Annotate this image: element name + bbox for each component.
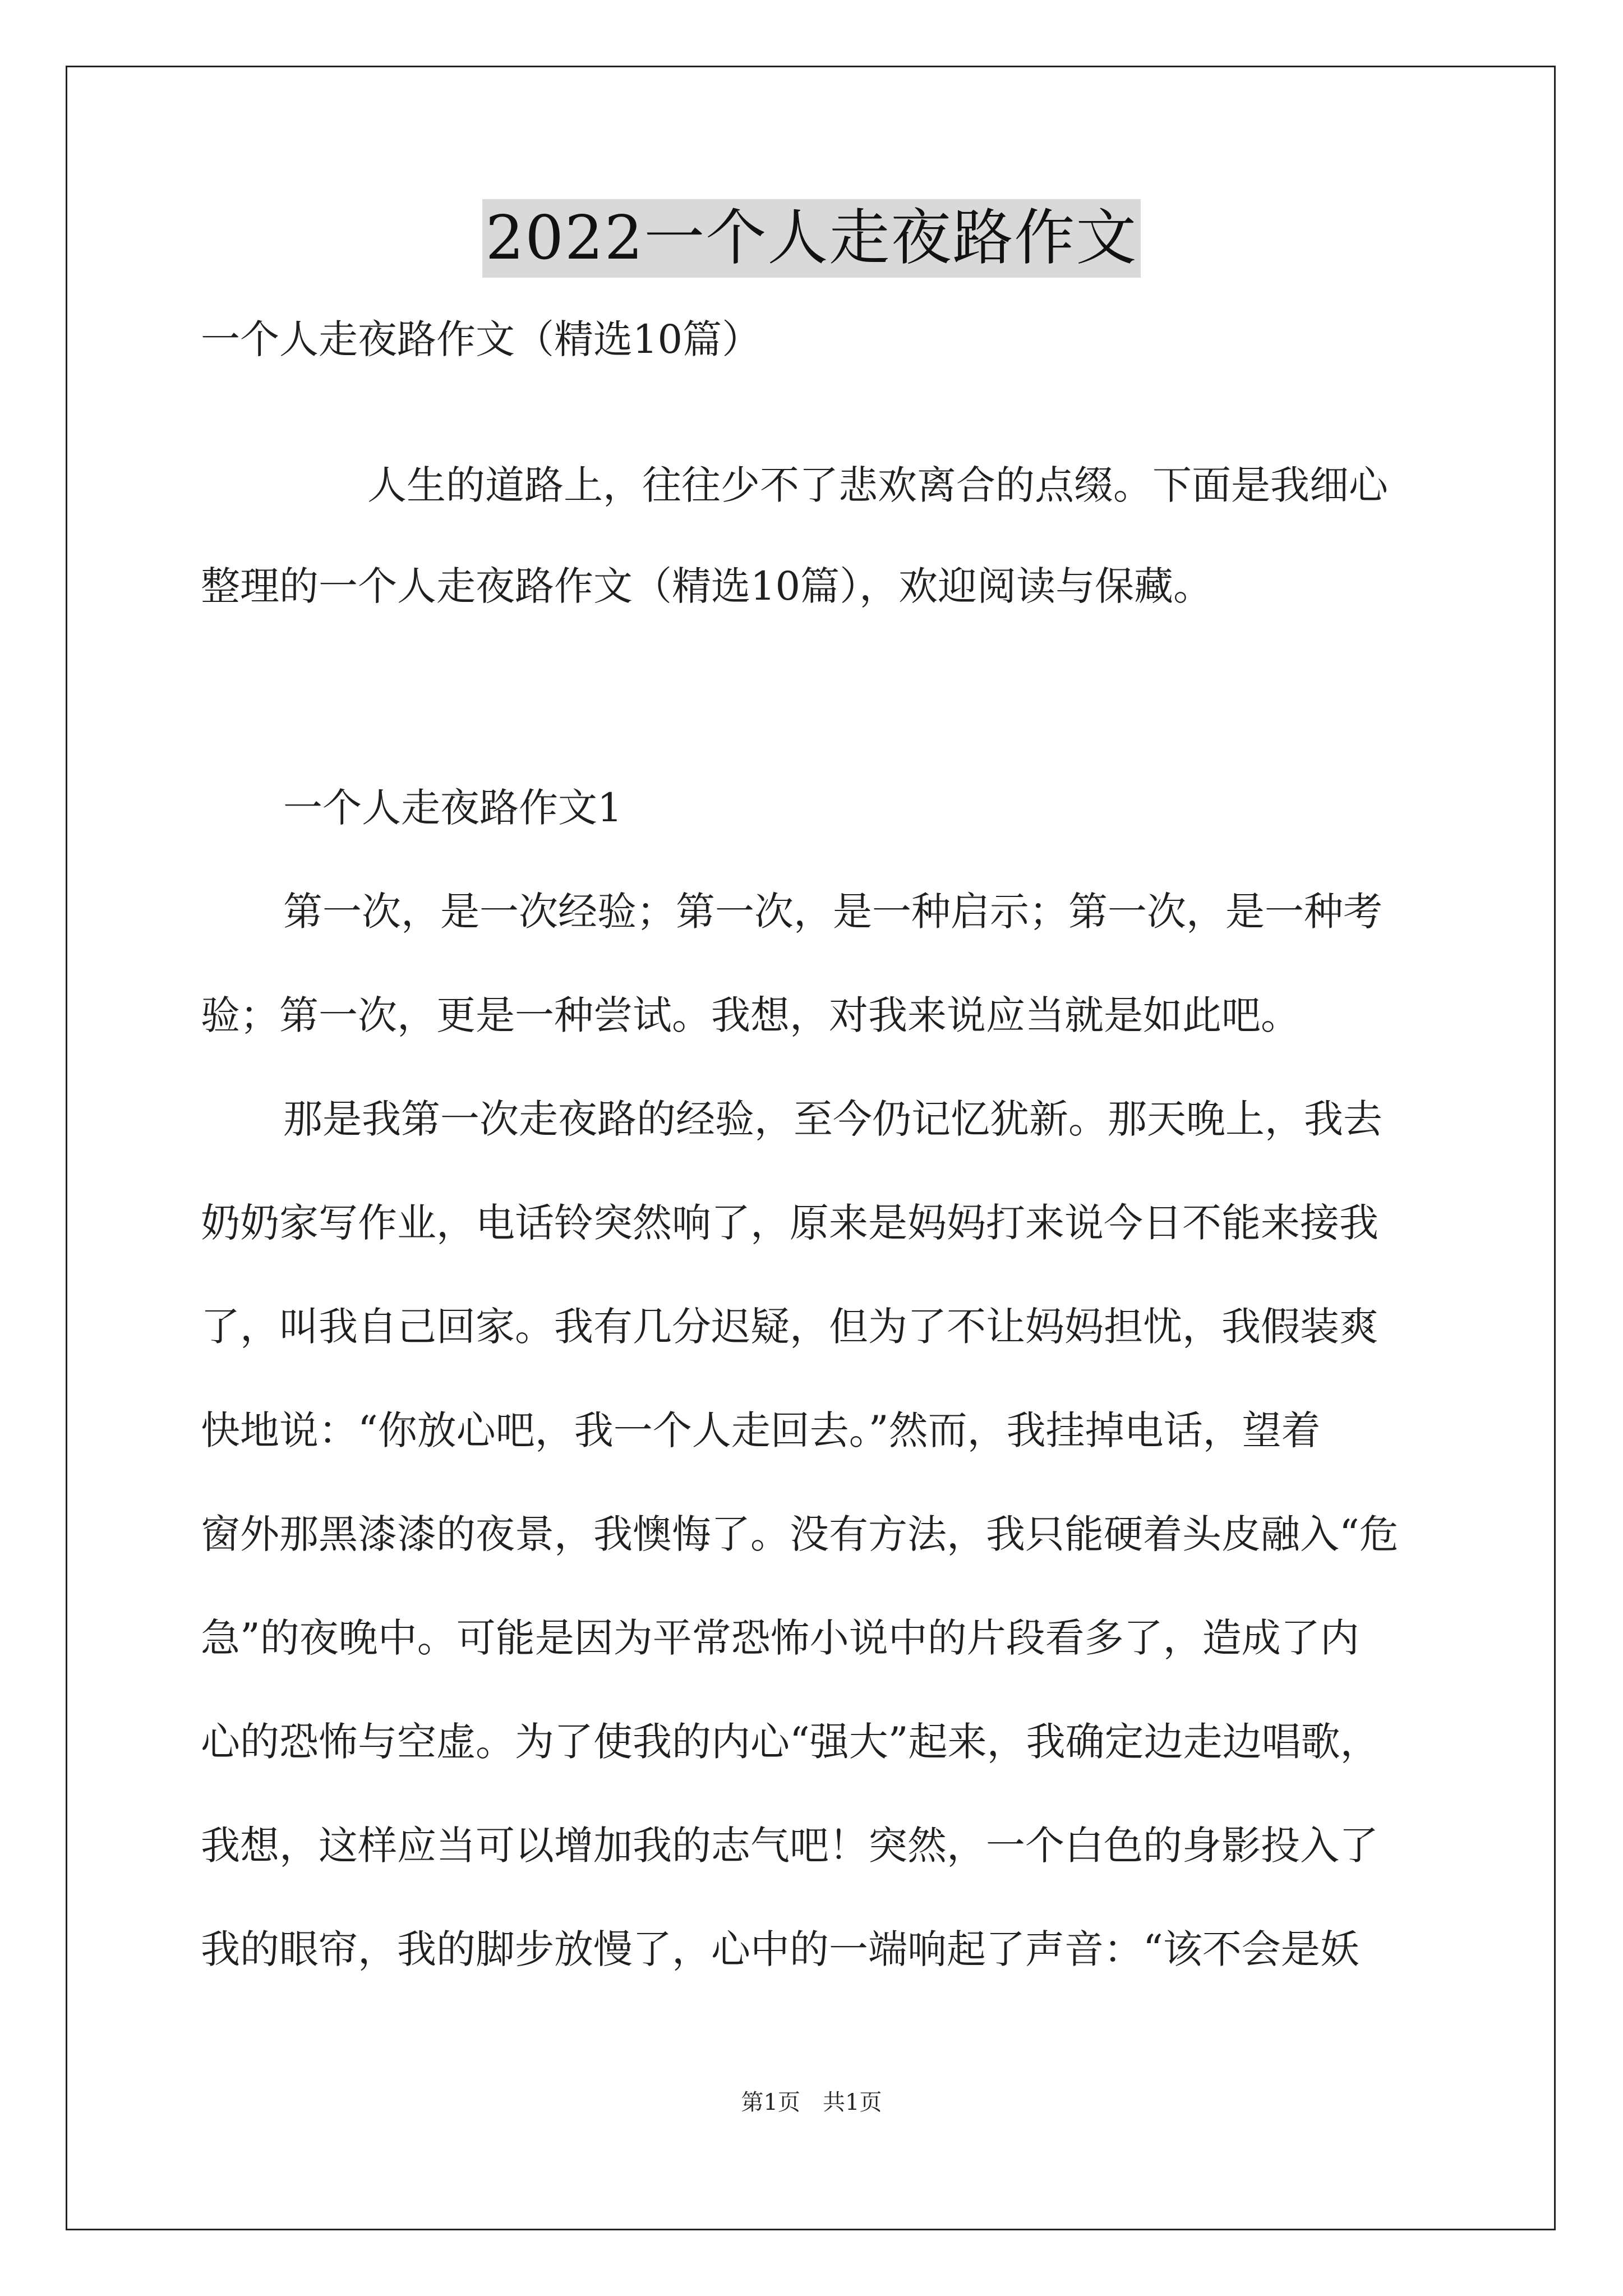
paragraph-line: 那是我第一次走夜路的经验，至今仍记忆犹新。那天晚上，我去 <box>283 1096 1382 1142</box>
paragraph-line: 奶奶家写作业，电话铃突然响了，原来是妈妈打来说今日不能来接我 <box>201 1200 1378 1246</box>
section-heading: 一个人走夜路作文1 <box>283 785 623 831</box>
paragraph-line: 急”的夜晚中。可能是因为平常恐怖小说中的片段看多了，造成了内 <box>201 1615 1359 1661</box>
page-border <box>66 66 1556 2230</box>
paragraph-line: 我的眼帘，我的脚步放慢了，心中的一端响起了声音：“该不会是妖 <box>201 1926 1359 1972</box>
intro-line: 整理的一个人走夜路作文（精选10篇），欢迎阅读与保藏。 <box>201 563 1213 609</box>
title-container <box>0 199 1623 278</box>
intro-line: 人生的道路上，往往少不了悲欢离合的点缀。下面是我细心 <box>367 462 1388 508</box>
paragraph-line: 验；第一次，更是一种尝试。我想，对我来说应当就是如此吧。 <box>201 992 1300 1038</box>
paragraph-line: 我想，这样应当可以增加我的志气吧！突然，一个白色的身影投入了 <box>201 1823 1378 1869</box>
paragraph-line: 了，叫我自己回家。我有几分迟疑，但为了不让妈妈担忧，我假装爽 <box>201 1304 1378 1350</box>
page-number-footer: 第1页 共1页 <box>741 2090 882 2115</box>
document-title: 2022一个人走夜路作文 <box>482 199 1141 278</box>
paragraph-line: 快地说：“你放心吧，我一个人走回去。”然而，我挂掉电话，望着 <box>201 1407 1321 1453</box>
paragraph-line: 窗外那黑漆漆的夜景，我懊悔了。没有方法，我只能硬着头皮融入“危 <box>201 1511 1399 1557</box>
paragraph-line: 心的恐怖与空虚。为了使我的内心“强大”起来，我确定边走边唱歌， <box>201 1719 1380 1765</box>
paragraph-line: 第一次，是一次经验；第一次，是一种启示；第一次，是一种考 <box>283 889 1382 935</box>
document-subtitle: 一个人走夜路作文（精选10篇） <box>201 316 762 362</box>
